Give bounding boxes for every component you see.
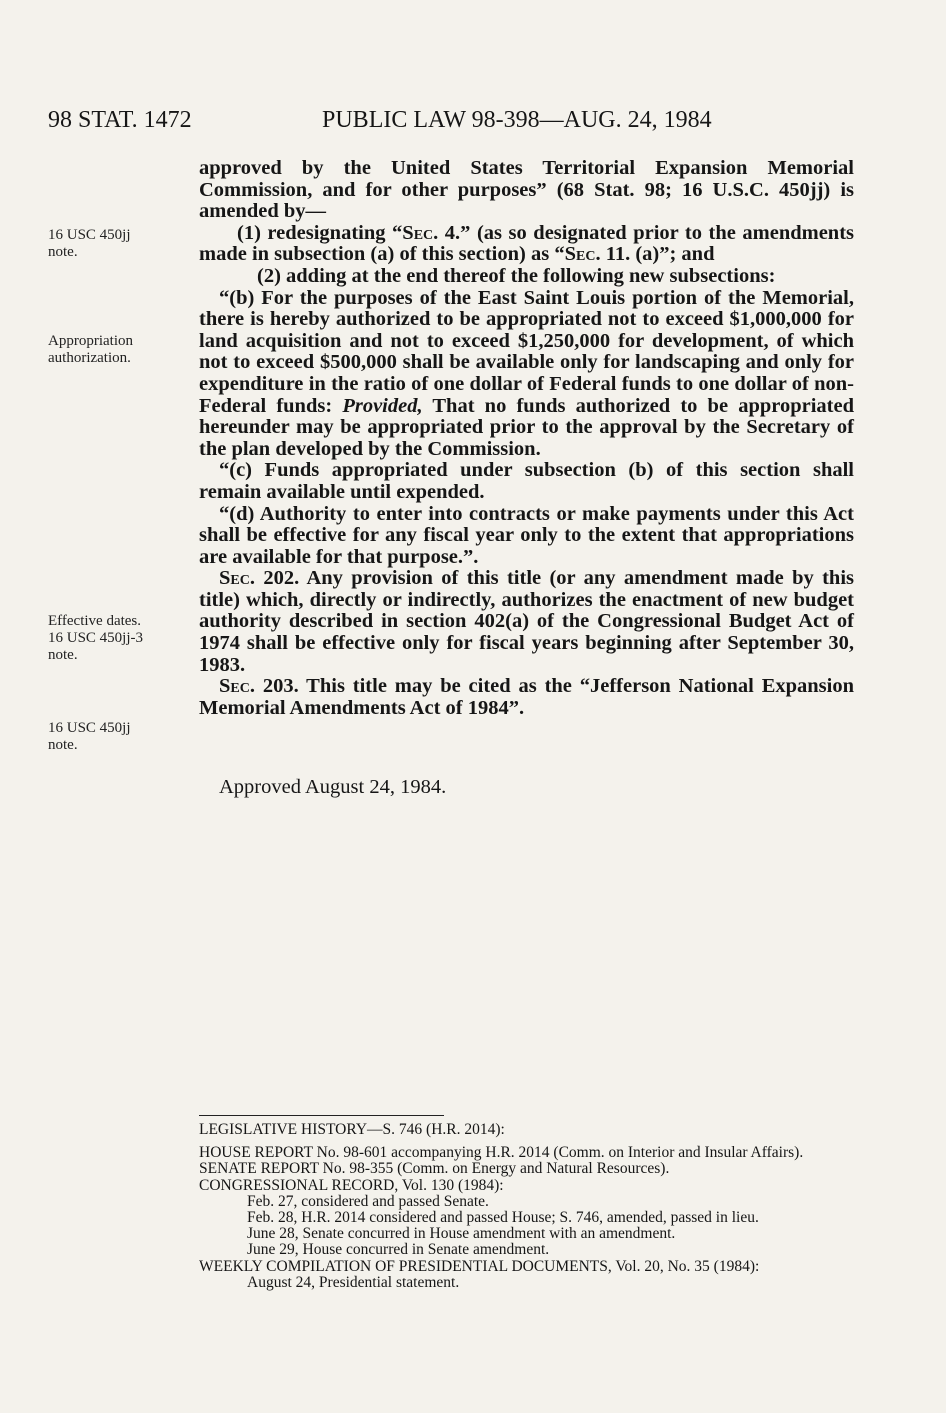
history-event: Feb. 27, considered and passed Senate. [247, 1192, 489, 1210]
paragraph-subsection-c: “(c) Funds appropriated under subsection (b) of this section shall remain available until expended. [199, 459, 854, 503]
section-abbrev: Sec [219, 567, 250, 590]
weekly-compilation: WEEKLY COMPILATION OF PRESIDENTIAL DOCUMENTS, Vol. 20, No. 35 (1984): [199, 1257, 760, 1275]
margin-note-line: note. [48, 737, 78, 753]
history-event: August 24, Presidential statement. [247, 1273, 460, 1291]
text-run: . 4.” (as so designated prior to the amendments made in subsection (a) of this section) as “ [199, 221, 855, 266]
text-run: “(b) For the purposes of the East Saint Louis portion of the Memorial, there is hereby authorized to be appropriated not to exceed $1,000,000 for land acquisition and not to exceed $1,250,000 for development, of which not to exceed $500,000 shall be available only for landscaping and only for expenditure in the ratio of one dollar of Federal funds to one dollar of non-Federal funds: [199, 286, 854, 417]
house-report: HOUSE REPORT No. 98-601 accompanying H.R. 2014 (Comm. on Interior and Insular Affairs). [199, 1144, 804, 1162]
margin-note-line: 16 USC 450jj [48, 720, 131, 736]
section-abbrev: Sec [402, 221, 434, 244]
history-title: LEGISLATIVE HISTORY—S. 746 (H.R. 2014): [199, 1121, 505, 1138]
congressional-record: CONGRESSIONAL RECORD, Vol. 130 (1984): [199, 1176, 504, 1194]
margin-note-appropriation [48, 333, 178, 367]
margin-note-effective-dates [48, 613, 178, 664]
margin-note-line: Appropriation [48, 333, 133, 349]
margin-note-line: authorization. [48, 350, 131, 366]
paragraph-item-2: (2) adding at the end thereof the following new subsections: [257, 264, 776, 287]
statute-body [199, 158, 854, 719]
section-202 [199, 568, 854, 676]
margin-note-line: 16 USC 450jj-3 [48, 630, 144, 646]
paragraph-intro: approved by the United States Territorial Expansion Memorial Commission, and for other purposes” (68 Stat. 98; 16 U.S.C. 450jj) is amended by— [199, 157, 854, 223]
history-event: June 29, House concurred in Senate amendment. [247, 1241, 550, 1259]
margin-note-line: note. [48, 244, 78, 260]
law-title: PUBLIC LAW 98-398—AUG. 24, 1984 [322, 107, 712, 133]
history-event: June 28, Senate concurred in House amendment with an amendment. [247, 1225, 676, 1243]
text-run: (1) redesignating “ [237, 221, 403, 244]
margin-note-usc-2 [48, 720, 178, 754]
provided-italic: Provided, [342, 394, 423, 417]
page-header [48, 107, 856, 137]
margin-note-usc-1 [48, 227, 178, 261]
approval-date: Approved August 24, 1984. [219, 776, 447, 798]
margin-note-line: note. [48, 647, 78, 663]
margin-note-line: Effective dates. [48, 613, 142, 629]
text-run: That no funds authorized to be appropriated hereunder may be appropriated prior to the approval by the Secretary of the plan developed by the Commission. [199, 394, 855, 460]
paragraph-subsection-b [199, 288, 854, 461]
history-event: Feb. 28, H.R. 2014 considered and passed House; S. 746, amended, passed in lieu. [247, 1209, 759, 1227]
text-run: . 202. Any provision of this title (or any amendment made by this title) which, directly or indirectly, authorizes the enactment of new budget authority described in section 402(a) of the Congressional Budget Act of 1974 shall be effective only for fiscal years beginning after September 30, 1983. [199, 567, 854, 676]
stat-page-number: 98 STAT. 1472 [48, 107, 192, 133]
history-divider [199, 1115, 444, 1116]
section-abbrev: Sec [219, 675, 250, 698]
legislative-history [199, 1122, 859, 1291]
senate-report: SENATE REPORT No. 98-355 (Comm. on Energy and Natural Resources). [199, 1160, 670, 1178]
text-run: . 11. (a)”; and [595, 243, 715, 266]
section-203 [199, 676, 854, 719]
paragraph-item-1 [179, 223, 854, 266]
text-run: . 203. This title may be cited as the “Jefferson National Expansion Memorial Amendments Act of 1984”. [199, 675, 854, 719]
margin-note-line: 16 USC 450jj [48, 227, 131, 243]
section-abbrev: Sec [564, 243, 596, 266]
paragraph-subsection-d: “(d) Authority to enter into contracts or make payments under this Act shall be effective for any fiscal year only to the extent that appropriations are available for that purpose.”. [199, 502, 854, 568]
